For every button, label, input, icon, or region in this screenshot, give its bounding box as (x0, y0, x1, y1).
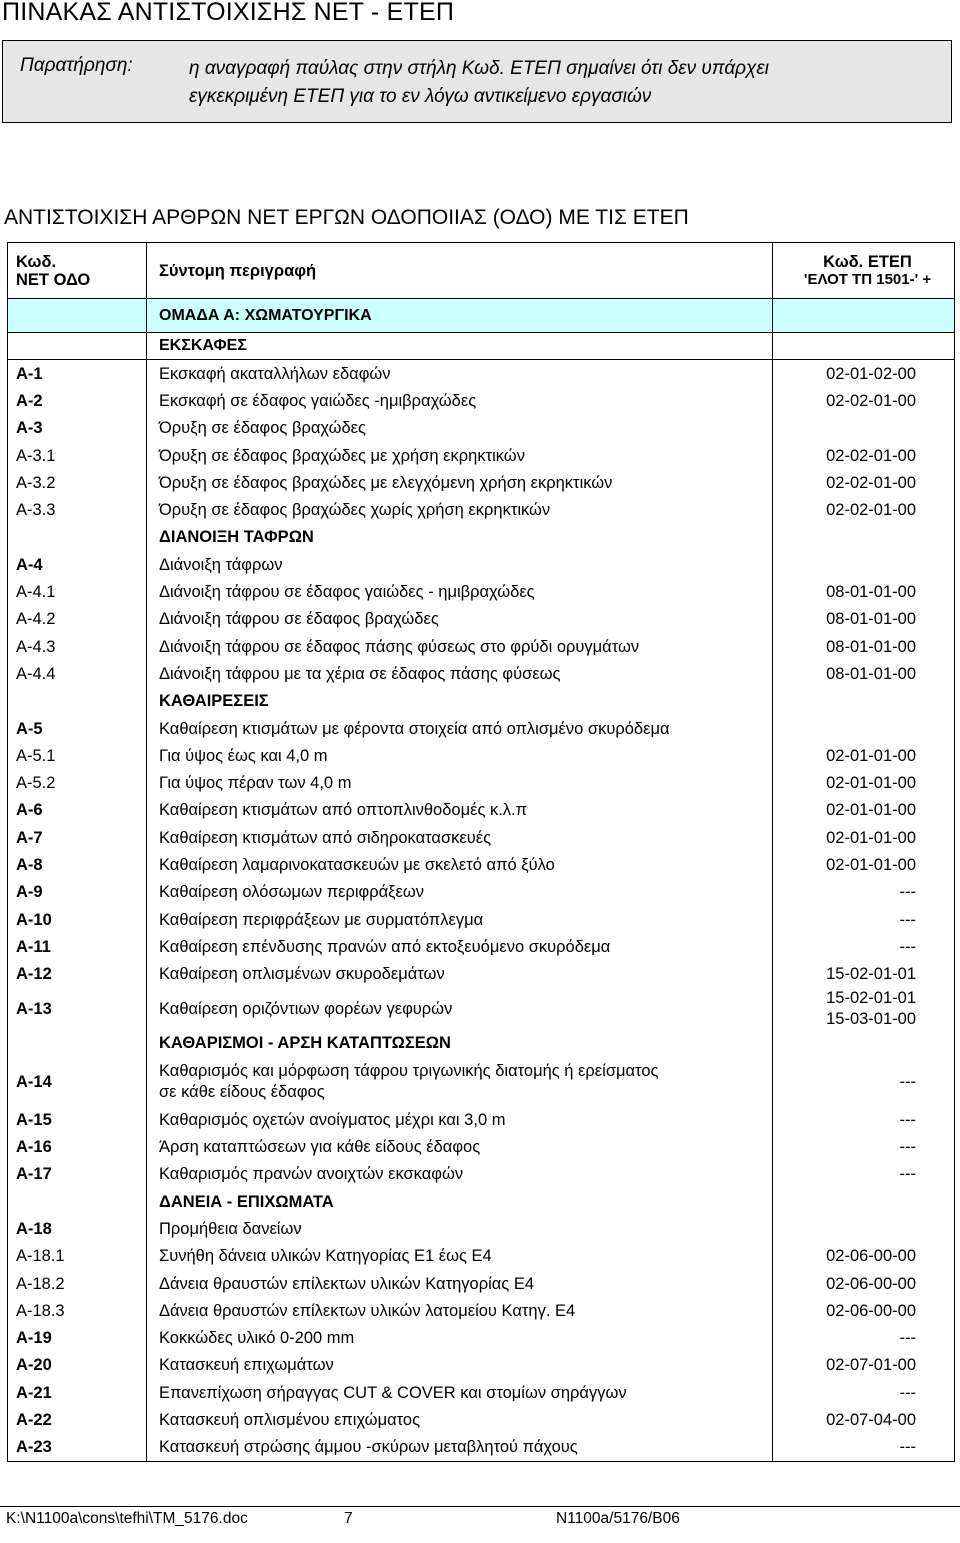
row-code (8, 333, 147, 360)
row-code (8, 688, 147, 715)
page-footer (0, 1506, 960, 1527)
table-row (8, 1352, 955, 1379)
row-description: Διάνοιξη τάφρου σε έδαφος βραχώδες (147, 606, 773, 633)
row-code: Α-12 (8, 961, 147, 988)
table-row (8, 906, 955, 933)
row-description: Συνήθη δάνεια υλικών Κατηγορίας Ε1 έως Ε4 (147, 1243, 773, 1270)
row-etep-code: --- (773, 1434, 955, 1462)
table-row (8, 360, 955, 388)
row-code (8, 524, 147, 551)
row-etep-code (773, 688, 955, 715)
row-code: Α-4.4 (8, 660, 147, 687)
correspondence-table (7, 242, 955, 1462)
row-code: Α-6 (8, 797, 147, 824)
row-etep-code: 02-06-00-00 (773, 1270, 955, 1297)
table-row (8, 1133, 955, 1160)
row-code: Α-18.2 (8, 1270, 147, 1297)
row-description: Για ύψος πέραν των 4,0 m (147, 769, 773, 796)
note-box (2, 40, 952, 123)
row-description: Καθαρισμός πρανών ανοιχτών εκσκαφών (147, 1161, 773, 1188)
row-code (8, 1188, 147, 1215)
group-code-cell (8, 299, 147, 333)
footer-reference: N1100a/5176/B06 (556, 1510, 680, 1527)
row-description: Διάνοιξη τάφρου σε έδαφος γαιώδες - ημιβραχώδες (147, 578, 773, 605)
row-etep-code: --- (773, 1161, 955, 1188)
row-etep-code (773, 415, 955, 442)
row-description: Διάνοιξη τάφρου σε έδαφος πάσης φύσεως στο φρύδι ορυγμάτων (147, 633, 773, 660)
row-etep-code: 02-01-01-00 (773, 824, 955, 851)
row-etep-code: --- (773, 1106, 955, 1133)
row-etep-code: 02-01-01-00 (773, 742, 955, 769)
header-etep-line-1: Κωδ. ΕΤΕΠ (823, 252, 912, 271)
table-row (8, 496, 955, 523)
row-description: Καθαίρεση οριζόντιων φορέων γεφυρών (147, 988, 773, 1030)
row-description: Καθαίρεση λαμαρινοκατασκευών με σκελετό από ξύλο (147, 851, 773, 878)
row-description: Όρυξη σε έδαφος βραχώδες χωρίς χρήση εκρηκτικών (147, 496, 773, 523)
row-code: Α-1 (8, 360, 147, 388)
row-etep-code (773, 1030, 955, 1057)
row-code: Α-3.3 (8, 496, 147, 523)
row-code: Α-23 (8, 1434, 147, 1462)
table-row (8, 988, 955, 1030)
row-description: Καθαίρεση περιφράξεων με συρματόπλεγμα (147, 906, 773, 933)
table-row (8, 851, 955, 878)
row-etep-code (773, 715, 955, 742)
row-etep-code: 15-02-01-01 (773, 961, 955, 988)
header-code-line-1: Κωδ. (16, 252, 57, 271)
row-etep-code: 02-01-01-00 (773, 769, 955, 796)
row-code: Α-17 (8, 1161, 147, 1188)
row-etep-code: 02-02-01-00 (773, 387, 955, 414)
row-etep-code: 08-01-01-00 (773, 606, 955, 633)
table-row (8, 606, 955, 633)
row-description: Διάνοιξη τάφρου με τα χέρια σε έδαφος πάσης φύσεως (147, 660, 773, 687)
row-etep-code (773, 333, 955, 360)
row-etep-code: 02-01-01-00 (773, 797, 955, 824)
row-description: Καθαίρεση κτισμάτων από σιδηροκατασκευές (147, 824, 773, 851)
table-row (8, 333, 955, 360)
table-row (8, 387, 955, 414)
row-description: Όρυξη σε έδαφος βραχώδες (147, 415, 773, 442)
table-row (8, 1379, 955, 1406)
table-row (8, 879, 955, 906)
table-row (8, 551, 955, 578)
row-description: ΕΚΣΚΑΦΕΣ (147, 333, 773, 360)
note-text (189, 55, 929, 111)
row-etep-code: 02-02-01-00 (773, 496, 955, 523)
row-etep-code: 02-02-01-00 (773, 442, 955, 469)
table-row (8, 1406, 955, 1433)
table-row (8, 415, 955, 442)
row-description: Καθαρισμός οχετών ανοίγματος μέχρι και 3,0 m (147, 1106, 773, 1133)
row-description: Εκσκαφή ακαταλλήλων εδαφών (147, 360, 773, 388)
table-row (8, 1030, 955, 1057)
footer-file-path: K:\N1100a\cons\tefhi\TM_5176.doc (6, 1510, 248, 1527)
row-description: Καθαίρεση επένδυσης πρανών από εκτοξευόμενο σκυρόδεμα (147, 933, 773, 960)
table-row (8, 442, 955, 469)
row-description: Διάνοιξη τάφρων (147, 551, 773, 578)
row-etep-code: --- (773, 879, 955, 906)
row-description: Καθαίρεση ολόσωμων περιφράξεων (147, 879, 773, 906)
table-header-row (8, 243, 955, 299)
table-row (8, 688, 955, 715)
row-etep-code: 02-07-01-00 (773, 1352, 955, 1379)
note-label: Παρατήρηση: (20, 55, 133, 76)
row-code: Α-22 (8, 1406, 147, 1433)
document-title: ΠΙΝΑΚΑΣ ΑΝΤΙΣΤΟΙΧΙΣΗΣ ΝΕΤ - ΕΤΕΠ (2, 0, 455, 26)
row-code: Α-14 (8, 1057, 147, 1106)
row-etep-code: 02-06-00-00 (773, 1297, 955, 1324)
table-row (8, 1215, 955, 1242)
table-row (8, 1270, 955, 1297)
row-description: Επανεπίχωση σήραγγας CUT & COVER και στομίων σηράγγων (147, 1379, 773, 1406)
row-etep-code-line-2: 15-03-01-00 (826, 1009, 916, 1028)
section-heading: ΑΝΤΙΣΤΟΙΧΙΣΗ ΑΡΘΡΩΝ ΝΕΤ ΕΡΓΩΝ ΟΔΟΠΟΙΙΑΣ (ΟΔΟ) ΜΕ ΤΙΣ ΕΤΕΠ (4, 206, 689, 229)
group-etep-cell (773, 299, 955, 333)
row-description-line-1: Καθαρισμός και μόρφωση τάφρου τριγωνικής διατομής ή ερείσματος (159, 1061, 659, 1080)
row-code: Α-7 (8, 824, 147, 851)
row-description: Όρυξη σε έδαφος βραχώδες με ελεγχόμενη χρήση εκρηκτικών (147, 469, 773, 496)
table-row (8, 1161, 955, 1188)
row-etep-code: --- (773, 1133, 955, 1160)
row-description: Άρση καταπτώσεων για κάθε είδους έδαφος (147, 1133, 773, 1160)
row-code: Α-2 (8, 387, 147, 414)
table-row (8, 1188, 955, 1215)
row-etep-code (773, 524, 955, 551)
row-code: Α-18.3 (8, 1297, 147, 1324)
header-etep-line-2: 'ΕΛΟΤ ΤΠ 1501-' + (803, 270, 932, 288)
row-etep-code (773, 1215, 955, 1242)
note-line-1: η αναγραφή παύλας στην στήλη Κωδ. ΕΤΕΠ σημαίνει ότι δεν υπάρχει (189, 58, 769, 79)
row-description: Δάνεια θραυστών επίλεκτων υλικών λατομείου Κατηγ. Ε4 (147, 1297, 773, 1324)
table-row (8, 961, 955, 988)
row-etep-code: --- (773, 1325, 955, 1352)
table-row (8, 1106, 955, 1133)
row-description: Δάνεια θραυστών επίλεκτων υλικών Κατηγορίας Ε4 (147, 1270, 773, 1297)
row-description: Καθαίρεση κτισμάτων με φέροντα στοιχεία από οπλισμένο σκυρόδεμα (147, 715, 773, 742)
row-code: Α-18.1 (8, 1243, 147, 1270)
table-row (8, 1297, 955, 1324)
row-etep-code-line-1: 15-02-01-01 (826, 988, 916, 1007)
row-etep-code: --- (773, 906, 955, 933)
row-code: Α-4.2 (8, 606, 147, 633)
row-etep-code: 02-02-01-00 (773, 469, 955, 496)
row-code: Α-3.1 (8, 442, 147, 469)
table-row (8, 797, 955, 824)
row-code: Α-4.1 (8, 578, 147, 605)
row-description: ΔΑΝΕΙΑ - ΕΠΙΧΩΜΑΤΑ (147, 1188, 773, 1215)
row-etep-code: 08-01-01-00 (773, 578, 955, 605)
row-etep-code (773, 1188, 955, 1215)
table-row (8, 524, 955, 551)
row-etep-code: 02-01-02-00 (773, 360, 955, 388)
row-code (8, 1030, 147, 1057)
row-description: Κοκκώδες υλικό 0-200 mm (147, 1325, 773, 1352)
table-row (8, 1243, 955, 1270)
table-row (8, 469, 955, 496)
table-row (8, 1434, 955, 1462)
header-description-cell: Σύντομη περιγραφή (147, 243, 773, 299)
table-row (8, 633, 955, 660)
row-description: Προμήθεια δανείων (147, 1215, 773, 1242)
row-etep-code (773, 988, 955, 1030)
row-etep-code: --- (773, 1379, 955, 1406)
row-etep-code: --- (773, 1057, 955, 1106)
row-description (147, 1057, 773, 1106)
table-row (8, 742, 955, 769)
row-code: Α-4.3 (8, 633, 147, 660)
row-code: Α-21 (8, 1379, 147, 1406)
table-row (8, 824, 955, 851)
footer-page-number: 7 (344, 1510, 353, 1527)
row-code: Α-20 (8, 1352, 147, 1379)
row-description: Εκσκαφή σε έδαφος γαιώδες -ημιβραχώδες (147, 387, 773, 414)
row-description: ΚΑΘΑΙΡΕΣΕΙΣ (147, 688, 773, 715)
row-description: ΔΙΑΝΟΙΞΗ ΤΑΦΡΩΝ (147, 524, 773, 551)
row-etep-code: 02-06-00-00 (773, 1243, 955, 1270)
row-description: Καθαίρεση οπλισμένων σκυροδεμάτων (147, 961, 773, 988)
row-code: Α-9 (8, 879, 147, 906)
row-code: Α-3.2 (8, 469, 147, 496)
row-etep-code: 02-01-01-00 (773, 851, 955, 878)
row-description: Όρυξη σε έδαφος βραχώδες με χρήση εκρηκτικών (147, 442, 773, 469)
table-row (8, 769, 955, 796)
group-title: ΟΜΑΔΑ Α: ΧΩΜΑΤΟΥΡΓΙΚΑ (147, 299, 773, 333)
row-code: Α-19 (8, 1325, 147, 1352)
row-etep-code: 08-01-01-00 (773, 633, 955, 660)
header-code-line-2: ΝΕΤ ΟΔΟ (16, 270, 91, 289)
row-description: Για ύψος έως και 4,0 m (147, 742, 773, 769)
row-etep-code: 02-07-04-00 (773, 1406, 955, 1433)
row-description: ΚΑΘΑΡΙΣΜΟΙ - ΑΡΣΗ ΚΑΤΑΠΤΩΣΕΩΝ (147, 1030, 773, 1057)
row-code: Α-11 (8, 933, 147, 960)
group-row (8, 299, 955, 333)
row-code: Α-16 (8, 1133, 147, 1160)
row-code: Α-8 (8, 851, 147, 878)
header-code-cell (8, 243, 147, 299)
row-code: Α-5 (8, 715, 147, 742)
row-description: Κατασκευή οπλισμένου επιχώματος (147, 1406, 773, 1433)
row-code: Α-10 (8, 906, 147, 933)
header-etep-cell (773, 243, 955, 299)
row-code: Α-13 (8, 988, 147, 1030)
row-code: Α-4 (8, 551, 147, 578)
row-description-line-2: σε κάθε είδους έδαφος (159, 1082, 325, 1101)
table-row (8, 578, 955, 605)
row-description: Κατασκευή επιχωμάτων (147, 1352, 773, 1379)
table-row (8, 660, 955, 687)
row-code: Α-18 (8, 1215, 147, 1242)
row-code: Α-15 (8, 1106, 147, 1133)
table-row (8, 715, 955, 742)
table-row (8, 1057, 955, 1106)
row-code: Α-3 (8, 415, 147, 442)
row-etep-code: 08-01-01-00 (773, 660, 955, 687)
row-description: Καθαίρεση κτισμάτων από οπτοπλινθοδομές κ.λ.π (147, 797, 773, 824)
table-row (8, 1325, 955, 1352)
row-code: Α-5.2 (8, 769, 147, 796)
row-etep-code (773, 551, 955, 578)
table-row (8, 933, 955, 960)
note-line-2: εγκεκριμένη ΕΤΕΠ για το εν λόγω αντικείμενο εργασιών (189, 86, 652, 107)
row-code: Α-5.1 (8, 742, 147, 769)
row-etep-code: --- (773, 933, 955, 960)
row-description: Κατασκευή στρώσης άμμου -σκύρων μεταβλητού πάχους (147, 1434, 773, 1462)
